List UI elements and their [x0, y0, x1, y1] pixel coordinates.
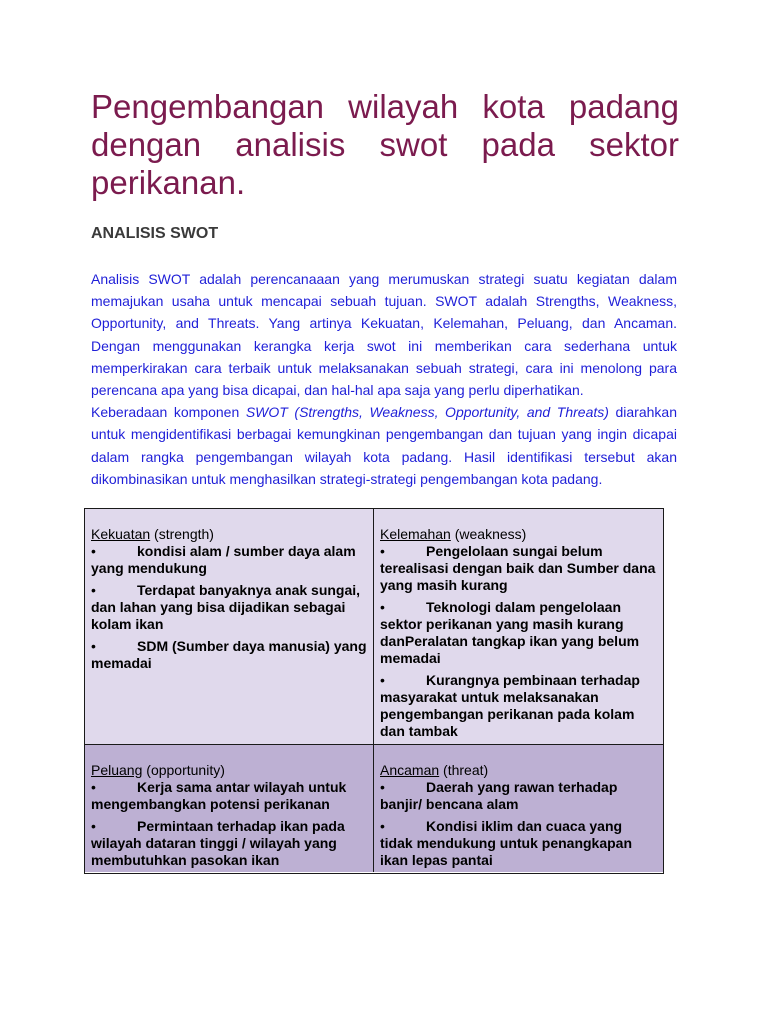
strength-subtitle: (strength): [150, 526, 214, 542]
list-item: • Kurangnya pembinaan terhadap masyarakat untuk melaksanakan pengembangan perikanan pada kolam dan tambak: [380, 672, 640, 739]
bullet-icon: •: [91, 582, 96, 598]
intro-p2-start: Keberadaan komponen: [91, 404, 246, 421]
section-heading: ANALISIS SWOT: [91, 225, 219, 242]
opportunity-cell: [85, 745, 374, 872]
strength-header: [91, 526, 367, 543]
weakness-cell: [374, 509, 663, 745]
list-item: • Terdapat banyaknya anak sungai, dan lahan yang bisa dijadikan sebagai kolam ikan: [91, 582, 361, 632]
weakness-header: [380, 526, 657, 543]
bullet-icon: •: [380, 599, 385, 615]
opportunity-title: Peluang: [91, 762, 143, 778]
opportunity-header: [91, 762, 367, 779]
threat-title: Ancaman: [380, 762, 440, 778]
list-item: • Permintaan terhadap ikan pada wilayah dataran tinggi / wilayah yang membutuhkan pasokan ikan: [91, 818, 345, 868]
weakness-list: [380, 543, 657, 740]
intro-p2-end: diarahkan untuk mengidentifikasi berbagai kemungkinan pengembangan dan tujuan yang ingin dicapai dalam rangka pengembangan wilayah kota padang. Hasil identifikasi tersebut akan dikombinasikan untuk menghasilkan strategi-strategi pengembangan kota padang.: [91, 404, 677, 487]
strength-list: [91, 543, 367, 672]
bullet-icon: •: [380, 543, 385, 559]
bullet-icon: •: [380, 779, 385, 795]
bullet-icon: •: [380, 818, 385, 834]
intro-p2-italic: SWOT (Strengths, Weakness, Opportunity, and Threats): [245, 404, 609, 421]
list-item: • kondisi alam / sumber daya alam yang mendukung: [91, 543, 356, 576]
threat-header: [380, 762, 657, 779]
list-item: • SDM (Sumber daya manusia) yang memadai: [91, 638, 367, 671]
page-title: Pengembangan wilayah kota padang dengan analisis swot pada sektor perikanan.: [91, 88, 679, 201]
opportunity-subtitle: (opportunity): [142, 762, 225, 778]
weakness-title: Kelemahan: [380, 526, 451, 542]
intro-paragraph-1: Analisis SWOT adalah perencanaaan yang merumuskan strategi suatu kegiatan dalam memajukan usaha untuk mencapai sebuah tujuan. SWOT adalah Strengths, Weakness, Opportunity, and Threats. Yang artinya Kekuatan, Kelemahan, Peluang, dan Ancaman. Dengan menggunakan kerangka kerja swot ini memberikan cara sederhana untuk memperkirakan cara terbaik untuk melaksanakan sebuah strategi, cara ini menolong para perencana apa yang bisa dicapai, dan hal-hal apa saja yang perlu diperhatikan.: [91, 271, 677, 399]
threat-list: [380, 779, 657, 869]
opportunity-list: [91, 779, 367, 869]
bullet-icon: •: [91, 779, 96, 795]
list-item: • Kerja sama antar wilayah untuk mengembangkan potensi perikanan: [91, 779, 347, 812]
weakness-subtitle: (weakness): [450, 526, 527, 542]
list-item: • Daerah yang rawan terhadap banjir/ bencana alam: [380, 779, 618, 812]
intro-text: [91, 268, 677, 490]
bullet-icon: •: [91, 638, 96, 654]
intro-paragraph-2: [91, 401, 677, 490]
strength-cell: [85, 509, 374, 745]
threat-cell: [374, 745, 663, 872]
strength-title: Kekuatan: [91, 526, 151, 542]
bullet-icon: •: [91, 543, 96, 559]
bullet-icon: •: [91, 818, 96, 834]
bullet-icon: •: [380, 672, 385, 688]
swot-table: [84, 508, 664, 874]
threat-subtitle: (threat): [439, 762, 489, 778]
list-item: • Teknologi dalam pengelolaan sektor perikanan yang masih kurang danPeralatan tangkap ikan yang belum memadai: [380, 599, 640, 666]
list-item: • Pengelolaan sungai belum terealisasi dengan baik dan Sumber dana yang masih kurang: [380, 543, 656, 593]
list-item: • Kondisi iklim dan cuaca yang tidak mendukung untuk penangkapan ikan lepas pantai: [380, 818, 633, 868]
